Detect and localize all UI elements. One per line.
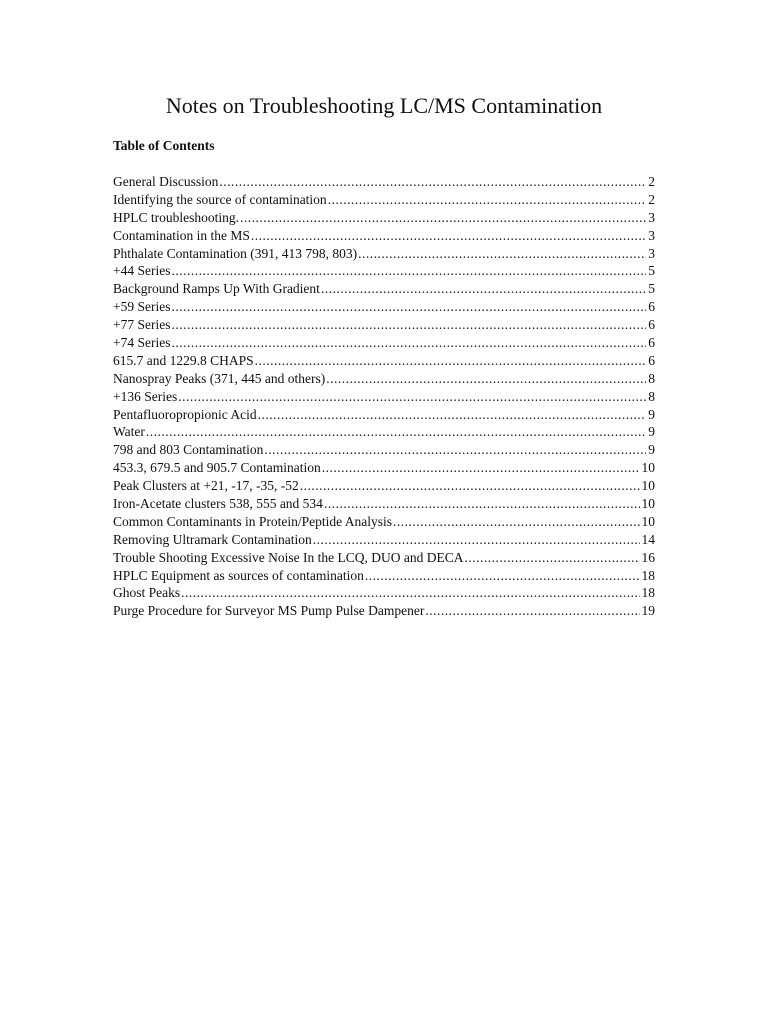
toc-entry-title: Purge Procedure for Surveyor MS Pump Pulse Dampener [113, 603, 425, 619]
dot-leader [425, 602, 639, 620]
toc-entry-page-number: 10 [641, 496, 655, 512]
toc-entry[interactable] [113, 477, 655, 495]
dot-leader [181, 584, 639, 602]
table-of-contents [113, 173, 655, 620]
toc-entry[interactable] [113, 459, 655, 477]
toc-entry-title: +136 Series [113, 388, 178, 404]
toc-entry-title: 453.3, 679.5 and 905.7 Contamination [113, 460, 321, 476]
toc-entry[interactable] [113, 513, 655, 531]
toc-entry-page-number: 8 [648, 370, 655, 386]
toc-entry[interactable] [113, 441, 655, 459]
toc-entry-page-number: 18 [641, 585, 655, 601]
toc-entry-page-number: 10 [641, 513, 655, 529]
toc-entry-page-number: 8 [648, 388, 655, 404]
dot-leader [358, 245, 646, 263]
toc-entry[interactable] [113, 370, 655, 388]
toc-entry[interactable] [113, 262, 655, 280]
toc-entry-title: 798 and 803 Contamination [113, 442, 264, 458]
toc-entry-title: Common Contaminants in Protein/Peptide Analysis [113, 513, 392, 529]
dot-leader [326, 370, 646, 388]
toc-entry-page-number: 19 [641, 603, 655, 619]
toc-entry-title: Background Ramps Up With Gradient [113, 281, 320, 297]
toc-entry[interactable] [113, 352, 655, 370]
toc-entry-page-number: 2 [648, 174, 655, 189]
toc-entry-title: HPLC troubleshooting. [113, 209, 240, 225]
dot-leader [178, 388, 646, 406]
dot-leader [171, 262, 646, 280]
dot-leader [240, 209, 646, 227]
dot-leader [219, 173, 646, 191]
toc-entry-title: 615.7 and 1229.8 CHAPS [113, 352, 254, 368]
toc-entry-title: Contamination in the MS [113, 227, 250, 243]
dot-leader [171, 334, 646, 352]
toc-entry-title: General Discussion [113, 174, 219, 189]
toc-entry-title: Trouble Shooting Excessive Noise In the LCQ, DUO and DECA [113, 549, 464, 565]
dot-leader [258, 406, 647, 424]
toc-entry-page-number: 3 [648, 227, 655, 243]
toc-entry-page-number: 6 [648, 299, 655, 315]
toc-entry-title: Phthalate Contamination (391, 413 798, 803) [113, 245, 358, 261]
toc-entry[interactable] [113, 280, 655, 298]
toc-entry-title: Pentafluoropropionic Acid [113, 406, 257, 422]
toc-entry-title: Identifying the source of contamination [113, 191, 327, 207]
toc-entry-title: +77 Series [113, 317, 171, 333]
toc-entry[interactable] [113, 209, 655, 227]
toc-entry-page-number: 14 [641, 531, 655, 547]
toc-entry[interactable] [113, 567, 655, 585]
dot-leader [251, 227, 646, 245]
toc-entry-page-number: 10 [641, 478, 655, 494]
toc-entry[interactable] [113, 334, 655, 352]
toc-entry[interactable] [113, 584, 655, 602]
dot-leader [171, 298, 646, 316]
toc-entry[interactable] [113, 531, 655, 549]
dot-leader [322, 459, 640, 477]
dot-leader [264, 441, 646, 459]
toc-entry-title: +44 Series [113, 263, 171, 279]
toc-entry-page-number: 6 [648, 335, 655, 351]
dot-leader [146, 423, 646, 441]
toc-entry-page-number: 18 [641, 567, 655, 583]
toc-entry-page-number: 2 [648, 191, 655, 207]
toc-entry-page-number: 6 [648, 317, 655, 333]
toc-entry-title: Ghost Peaks [113, 585, 181, 601]
toc-entry-page-number: 3 [648, 209, 655, 225]
document-title: Notes on Troubleshooting LC/MS Contamination [165, 93, 603, 118]
toc-entry[interactable] [113, 388, 655, 406]
toc-entry-page-number: 5 [648, 281, 655, 297]
dot-leader [321, 280, 646, 298]
toc-entry[interactable] [113, 423, 655, 441]
toc-entry-page-number: 16 [641, 549, 655, 565]
toc-entry-page-number: 6 [648, 352, 655, 368]
dot-leader [464, 549, 639, 567]
dot-leader [365, 567, 640, 585]
toc-entry-page-number: 3 [648, 245, 655, 261]
toc-entry[interactable] [113, 549, 655, 567]
dot-leader [300, 477, 640, 495]
toc-entry-title: Water [113, 424, 145, 440]
toc-entry[interactable] [113, 406, 655, 424]
toc-entry-title: HPLC Equipment as sources of contamination [113, 567, 364, 583]
dot-leader [313, 531, 640, 549]
toc-entry-title: +59 Series [113, 299, 171, 315]
toc-entry[interactable] [113, 227, 655, 245]
dot-leader [324, 495, 640, 513]
toc-entry-title: Peak Clusters at +21, -17, -35, -52 [113, 478, 299, 494]
toc-entry-title: +74 Series [113, 335, 171, 351]
toc-entry[interactable] [113, 495, 655, 513]
toc-entry-page-number: 9 [648, 406, 655, 422]
toc-entry[interactable] [113, 191, 655, 209]
toc-entry-title: Removing Ultramark Contamination [113, 531, 312, 547]
toc-entry-page-number: 10 [641, 460, 655, 476]
toc-entry-page-number: 9 [648, 424, 655, 440]
dot-leader [328, 191, 647, 209]
toc-entry-page-number: 5 [648, 263, 655, 279]
toc-entry[interactable] [113, 173, 655, 191]
toc-entry-page-number: 9 [648, 442, 655, 458]
dot-leader [393, 513, 640, 531]
toc-entry[interactable] [113, 245, 655, 263]
dot-leader [171, 316, 646, 334]
toc-entry-title: Nanospray Peaks (371, 445 and others) [113, 370, 326, 386]
toc-heading: Table of Contents [113, 138, 215, 153]
dot-leader [255, 352, 647, 370]
toc-entry[interactable] [113, 298, 655, 316]
toc-entry[interactable] [113, 602, 655, 620]
toc-entry-title: Iron-Acetate clusters 538, 555 and 534 [113, 496, 323, 512]
toc-entry[interactable] [113, 316, 655, 334]
